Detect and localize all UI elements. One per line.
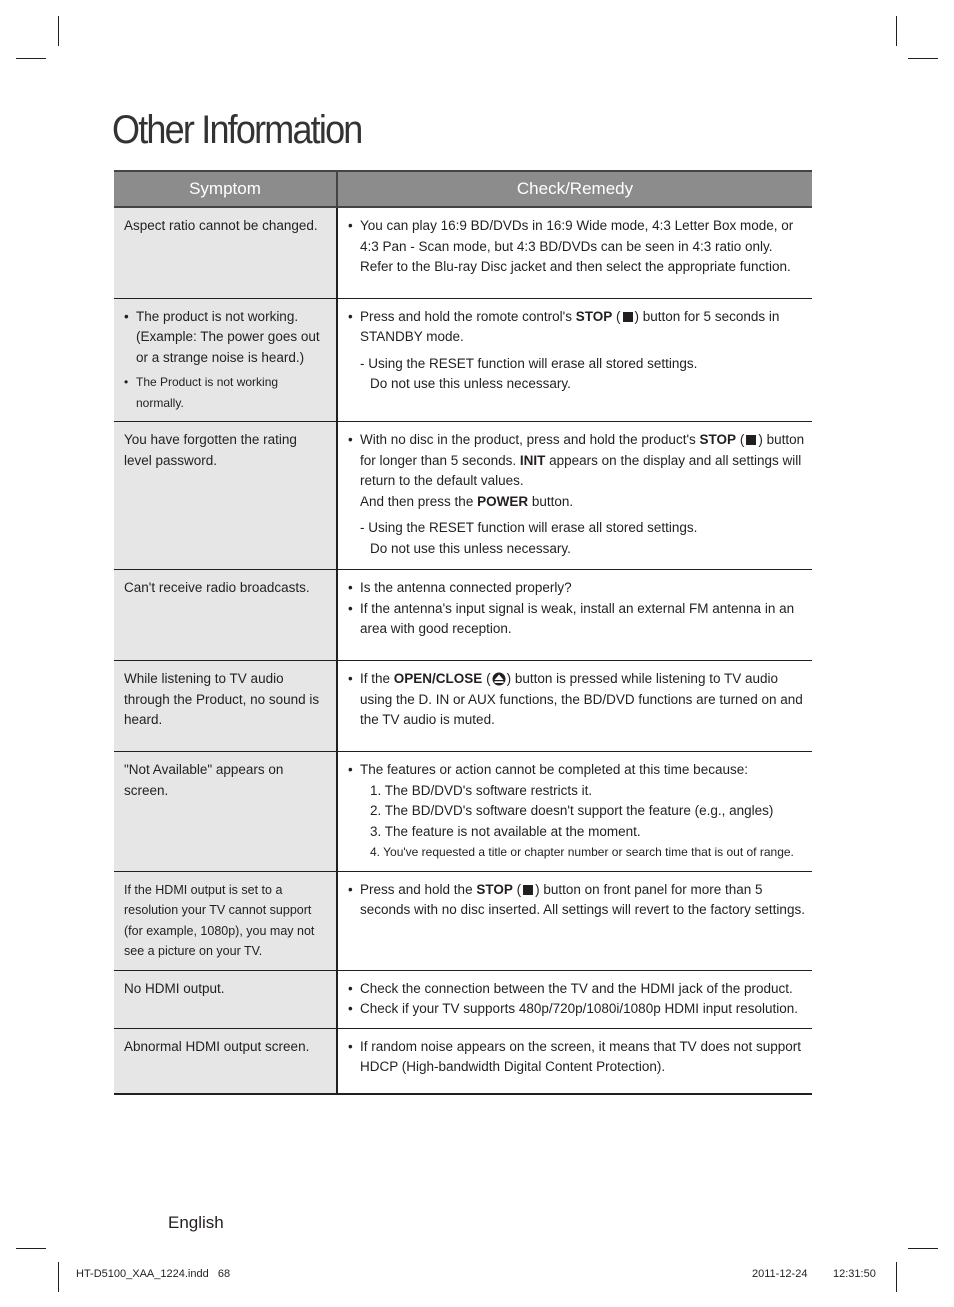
remedy-cell — [337, 970, 812, 1028]
crop-mark — [908, 58, 938, 59]
bullet: • — [124, 375, 129, 389]
symptom-text: The Product is not working normally. — [136, 375, 279, 410]
table-row — [114, 970, 812, 1028]
symptom-cell: Abnormal HDMI output screen. — [114, 1028, 337, 1094]
symptom-cell — [114, 298, 337, 422]
symptom-cell: While listening to TV audio through the Product, no sound is heard. — [114, 661, 337, 752]
bullet: • — [348, 980, 353, 996]
crop-mark — [16, 58, 46, 59]
bullet: • — [348, 671, 353, 686]
slug-date: 2011-12-24 — [752, 1268, 808, 1280]
remedy-text: Press and hold the romote control's STOP ( ) button for 5 seconds in STANDBY mode. — [360, 308, 780, 344]
remedy-cell — [337, 298, 812, 422]
table-row — [114, 422, 812, 570]
remedy-cell — [337, 661, 812, 752]
power-key-label: POWER — [477, 493, 529, 509]
crop-mark — [908, 1248, 938, 1249]
bullet: • — [348, 881, 353, 897]
remedy-cell — [337, 871, 812, 970]
crop-mark — [58, 1262, 59, 1292]
remedy-cell — [337, 207, 812, 298]
remedy-text: If random noise appears on the screen, it means that TV does not support HDCP (High-bandwidth Digital Content Protection). — [360, 1038, 802, 1074]
table-row — [114, 570, 812, 661]
slug-time: 12:31:50 — [833, 1268, 876, 1280]
symptom-cell: Aspect ratio cannot be changed. — [114, 207, 337, 298]
numbered-item: 4. You've requested a title or chapter number or search time that is out of range. — [370, 845, 794, 859]
remedy-column-header: Check/Remedy — [337, 171, 812, 207]
table-row — [114, 207, 812, 298]
numbered-item: 3. The feature is not available at the moment. — [370, 823, 641, 839]
crop-mark — [58, 16, 59, 46]
troubleshooting-table — [114, 170, 812, 1095]
stop-square-icon — [746, 435, 756, 445]
stop-key-label: STOP — [476, 881, 513, 897]
remedy-text: Press and hold the STOP ( ) button on front panel for more than 5 seconds with no disc inserted. All settings will revert to the factory settings. — [360, 881, 805, 917]
remedy-cell — [337, 752, 812, 872]
remedy-text: With no disc in the product, press and hold the product's STOP ( ) button for longer than 5 seconds. INIT appears on the display and all settings will return to the default values. And then press the POWER button. — [360, 432, 805, 509]
footer-language: English — [168, 1213, 224, 1232]
remedy-text: If the OPEN/CLOSE ( ) button is pressed while listening to TV audio using the D. IN or AUX functions, the BD/DVD functions are turned on and the TV audio is muted. — [360, 671, 803, 727]
remedy-cell — [337, 422, 812, 570]
bullet: • — [348, 600, 353, 616]
bullet: • — [348, 1038, 353, 1054]
symptom-text: The product is not working. (Example: The power goes out or a strange noise is heard.) — [136, 308, 320, 365]
table-row — [114, 661, 812, 752]
symptom-cell: You have forgotten the rating level password. — [114, 422, 337, 570]
symptom-cell: If the HDMI output is set to a resolution your TV cannot support (for example, 1080p), you may not see a picture on your TV. — [114, 871, 337, 970]
remedy-note: - Using the RESET function will erase all stored settings. Do not use this unless necessary. — [360, 355, 698, 391]
remedy-text: Is the antenna connected properly? — [360, 580, 572, 595]
crop-mark — [896, 1262, 897, 1292]
remedy-text: If the antenna's input signal is weak, install an external FM antenna in an area with good reception. — [360, 600, 795, 636]
symptom-cell: Can't receive radio broadcasts. — [114, 570, 337, 661]
bullet: • — [348, 580, 353, 595]
crop-mark — [16, 1248, 46, 1249]
crop-mark — [896, 16, 897, 46]
remedy-cell — [337, 570, 812, 661]
numbered-item: 2. The BD/DVD's software doesn't support the feature (e.g., angles) — [370, 803, 774, 818]
bullet: • — [348, 762, 353, 777]
table-row — [114, 871, 812, 970]
stop-square-icon — [623, 312, 633, 322]
stop-key-label: STOP — [699, 432, 737, 447]
remedy-text: You can play 16:9 BD/DVDs in 16:9 Wide mode, 4:3 Letter Box mode, or 4:3 Pan - Scan mode, but 4:3 BD/DVDs can be seen in 4:3 ratio only. Refer to the Blu-ray Disc jacket and then select the appropriate function. — [360, 218, 794, 274]
slug-filename: HT-D5100_XAA_1224.indd 68 — [76, 1268, 231, 1280]
symptom-column-header: Symptom — [114, 171, 337, 207]
table-row — [114, 752, 812, 872]
page-title: Other Information — [112, 108, 362, 152]
open-close-key-label: OPEN/CLOSE — [393, 671, 483, 686]
bullet: • — [348, 218, 353, 233]
eject-icon — [492, 672, 506, 686]
remedy-text: Check the connection between the TV and the HDMI jack of the product. — [360, 980, 793, 996]
symptom-cell: No HDMI output. — [114, 970, 337, 1028]
bullet: • — [124, 308, 129, 324]
numbered-item: 1. The BD/DVD's software restricts it. — [370, 782, 593, 798]
table-row — [114, 1028, 812, 1094]
remedy-cell — [337, 1028, 812, 1094]
symptom-cell: "Not Available" appears on screen. — [114, 752, 337, 872]
table-row — [114, 298, 812, 422]
stop-square-icon — [523, 885, 533, 895]
bullet: • — [348, 432, 353, 447]
stop-key-label: STOP — [575, 308, 613, 324]
table-header-row — [114, 171, 812, 207]
remedy-note: - Using the RESET function will erase all stored settings. Do not use this unless necessary. — [360, 520, 698, 556]
remedy-text: Check if your TV supports 480p/720p/1080i/1080p HDMI input resolution. — [360, 1001, 799, 1016]
bullet: • — [348, 308, 353, 324]
remedy-text: The features or action cannot be completed at this time because: — [360, 762, 748, 777]
bullet: • — [348, 1001, 353, 1016]
init-label: INIT — [519, 452, 546, 468]
